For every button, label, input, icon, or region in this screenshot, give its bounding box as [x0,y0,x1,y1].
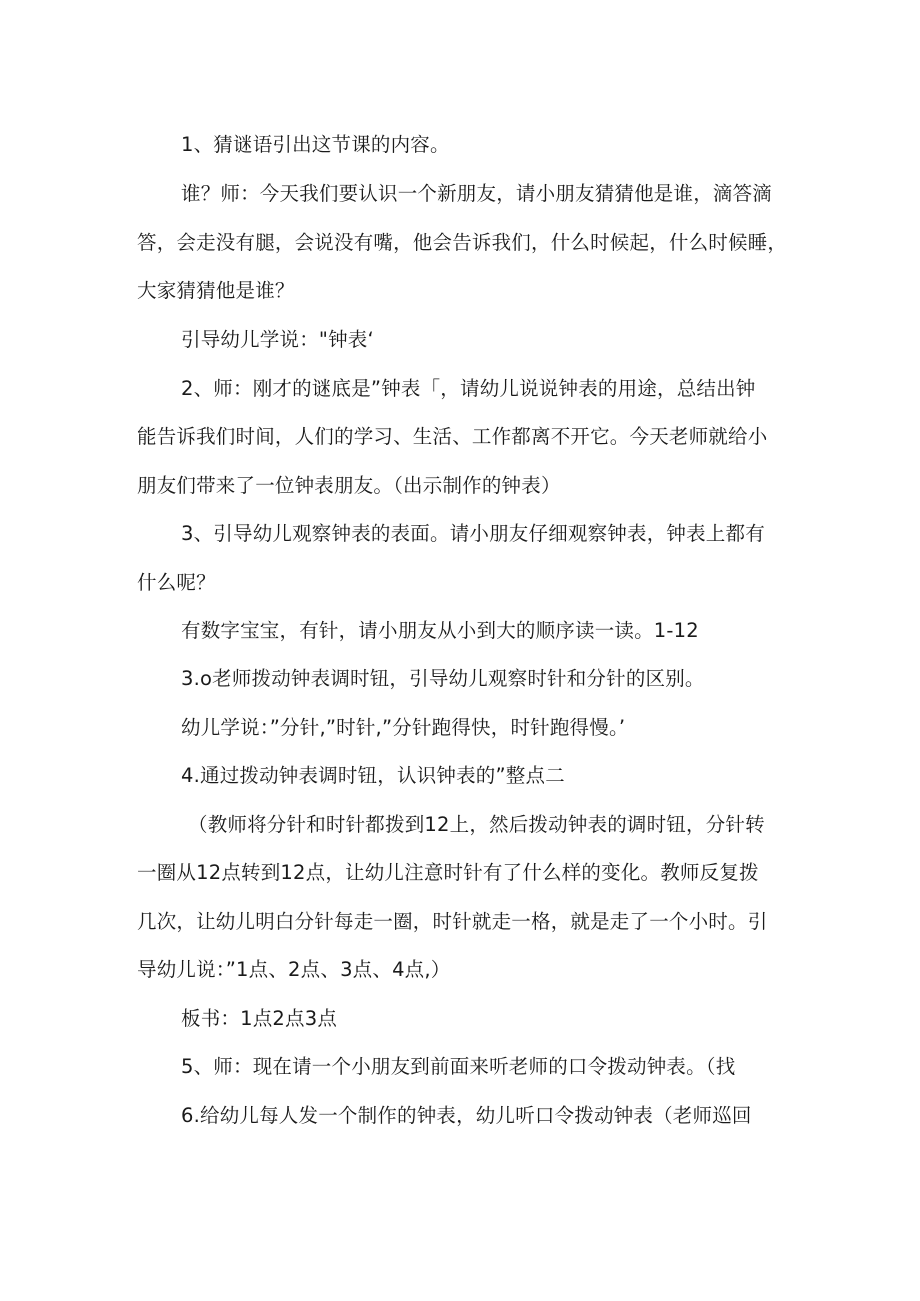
paragraph-line-17: 几次，让幼儿明白分针每走一圈，时针就走一格，就是走了一个小时。引 [137,910,768,933]
paragraph-line-18: 导幼儿说：”1点、2点、3点、4点,） [137,958,451,981]
paragraph-line-21: 6.给幼儿每人发一个制作的钟表，幼儿听口令拨动钟表（老师巡回 [181,1104,752,1127]
paragraph-line-10: 什么呢？ [137,571,216,594]
paragraph-line-6: 2、师：刚才的谜底是”钟表「，请幼儿说说钟表的用途，总结出钟 [181,377,756,400]
paragraph-line-1: 1、猜谜语引出这节课的内容。 [181,133,450,156]
paragraph-line-12: 3.o老师拨动钟表调时钮，引导幼儿观察时针和分针的区别。 [181,667,705,690]
paragraph-line-19: 板书：1点2点3点 [181,1007,338,1030]
paragraph-line-2: 谁？师：今天我们要认识一个新朋友，请小朋友猜猜他是谁，滴答滴 [181,182,773,205]
paragraph-line-3: 答，会走没有腿，会说没有嘴，他会告诉我们，什么时候起，什么时候睡， [137,231,788,254]
paragraph-line-11: 有数字宝宝，有针，请小朋友从小到大的顺序读一读。1-12 [181,619,699,642]
paragraph-line-14: 4.通过拨动钟表调时钮，认识钟表的”整点二 [181,764,565,787]
paragraph-line-4: 大家猜猜他是谁？ [137,279,295,302]
paragraph-line-13: 幼儿学说：”分针,”时针,”分针跑得快，时针跑得慢。’ [181,716,626,739]
paragraph-line-9: 3、引导幼儿观察钟表的表面。请小朋友仔细观察钟表，钟表上都有 [181,522,765,545]
paragraph-line-20: 5、师：现在请一个小朋友到前面来听老师的口令拨动钟表。（找 [181,1055,736,1078]
paragraph-line-16: 一圈从12点转到12点，让幼儿注意时针有了什么样的变化。教师反复拨 [137,861,759,884]
paragraph-line-7: 能告诉我们时间，人们的学习、生活、工作都离不开它。今天老师就给小 [137,425,768,448]
paragraph-line-8: 朋友们带来了一位钟表朋友。（出示制作的钟表） [137,474,561,497]
paragraph-line-5: 引导幼儿学说："钟表‘ [181,328,374,351]
paragraph-line-15: （教师将分针和时针都拨到12上，然后拨动钟表的调时钮，分针转 [188,813,765,836]
